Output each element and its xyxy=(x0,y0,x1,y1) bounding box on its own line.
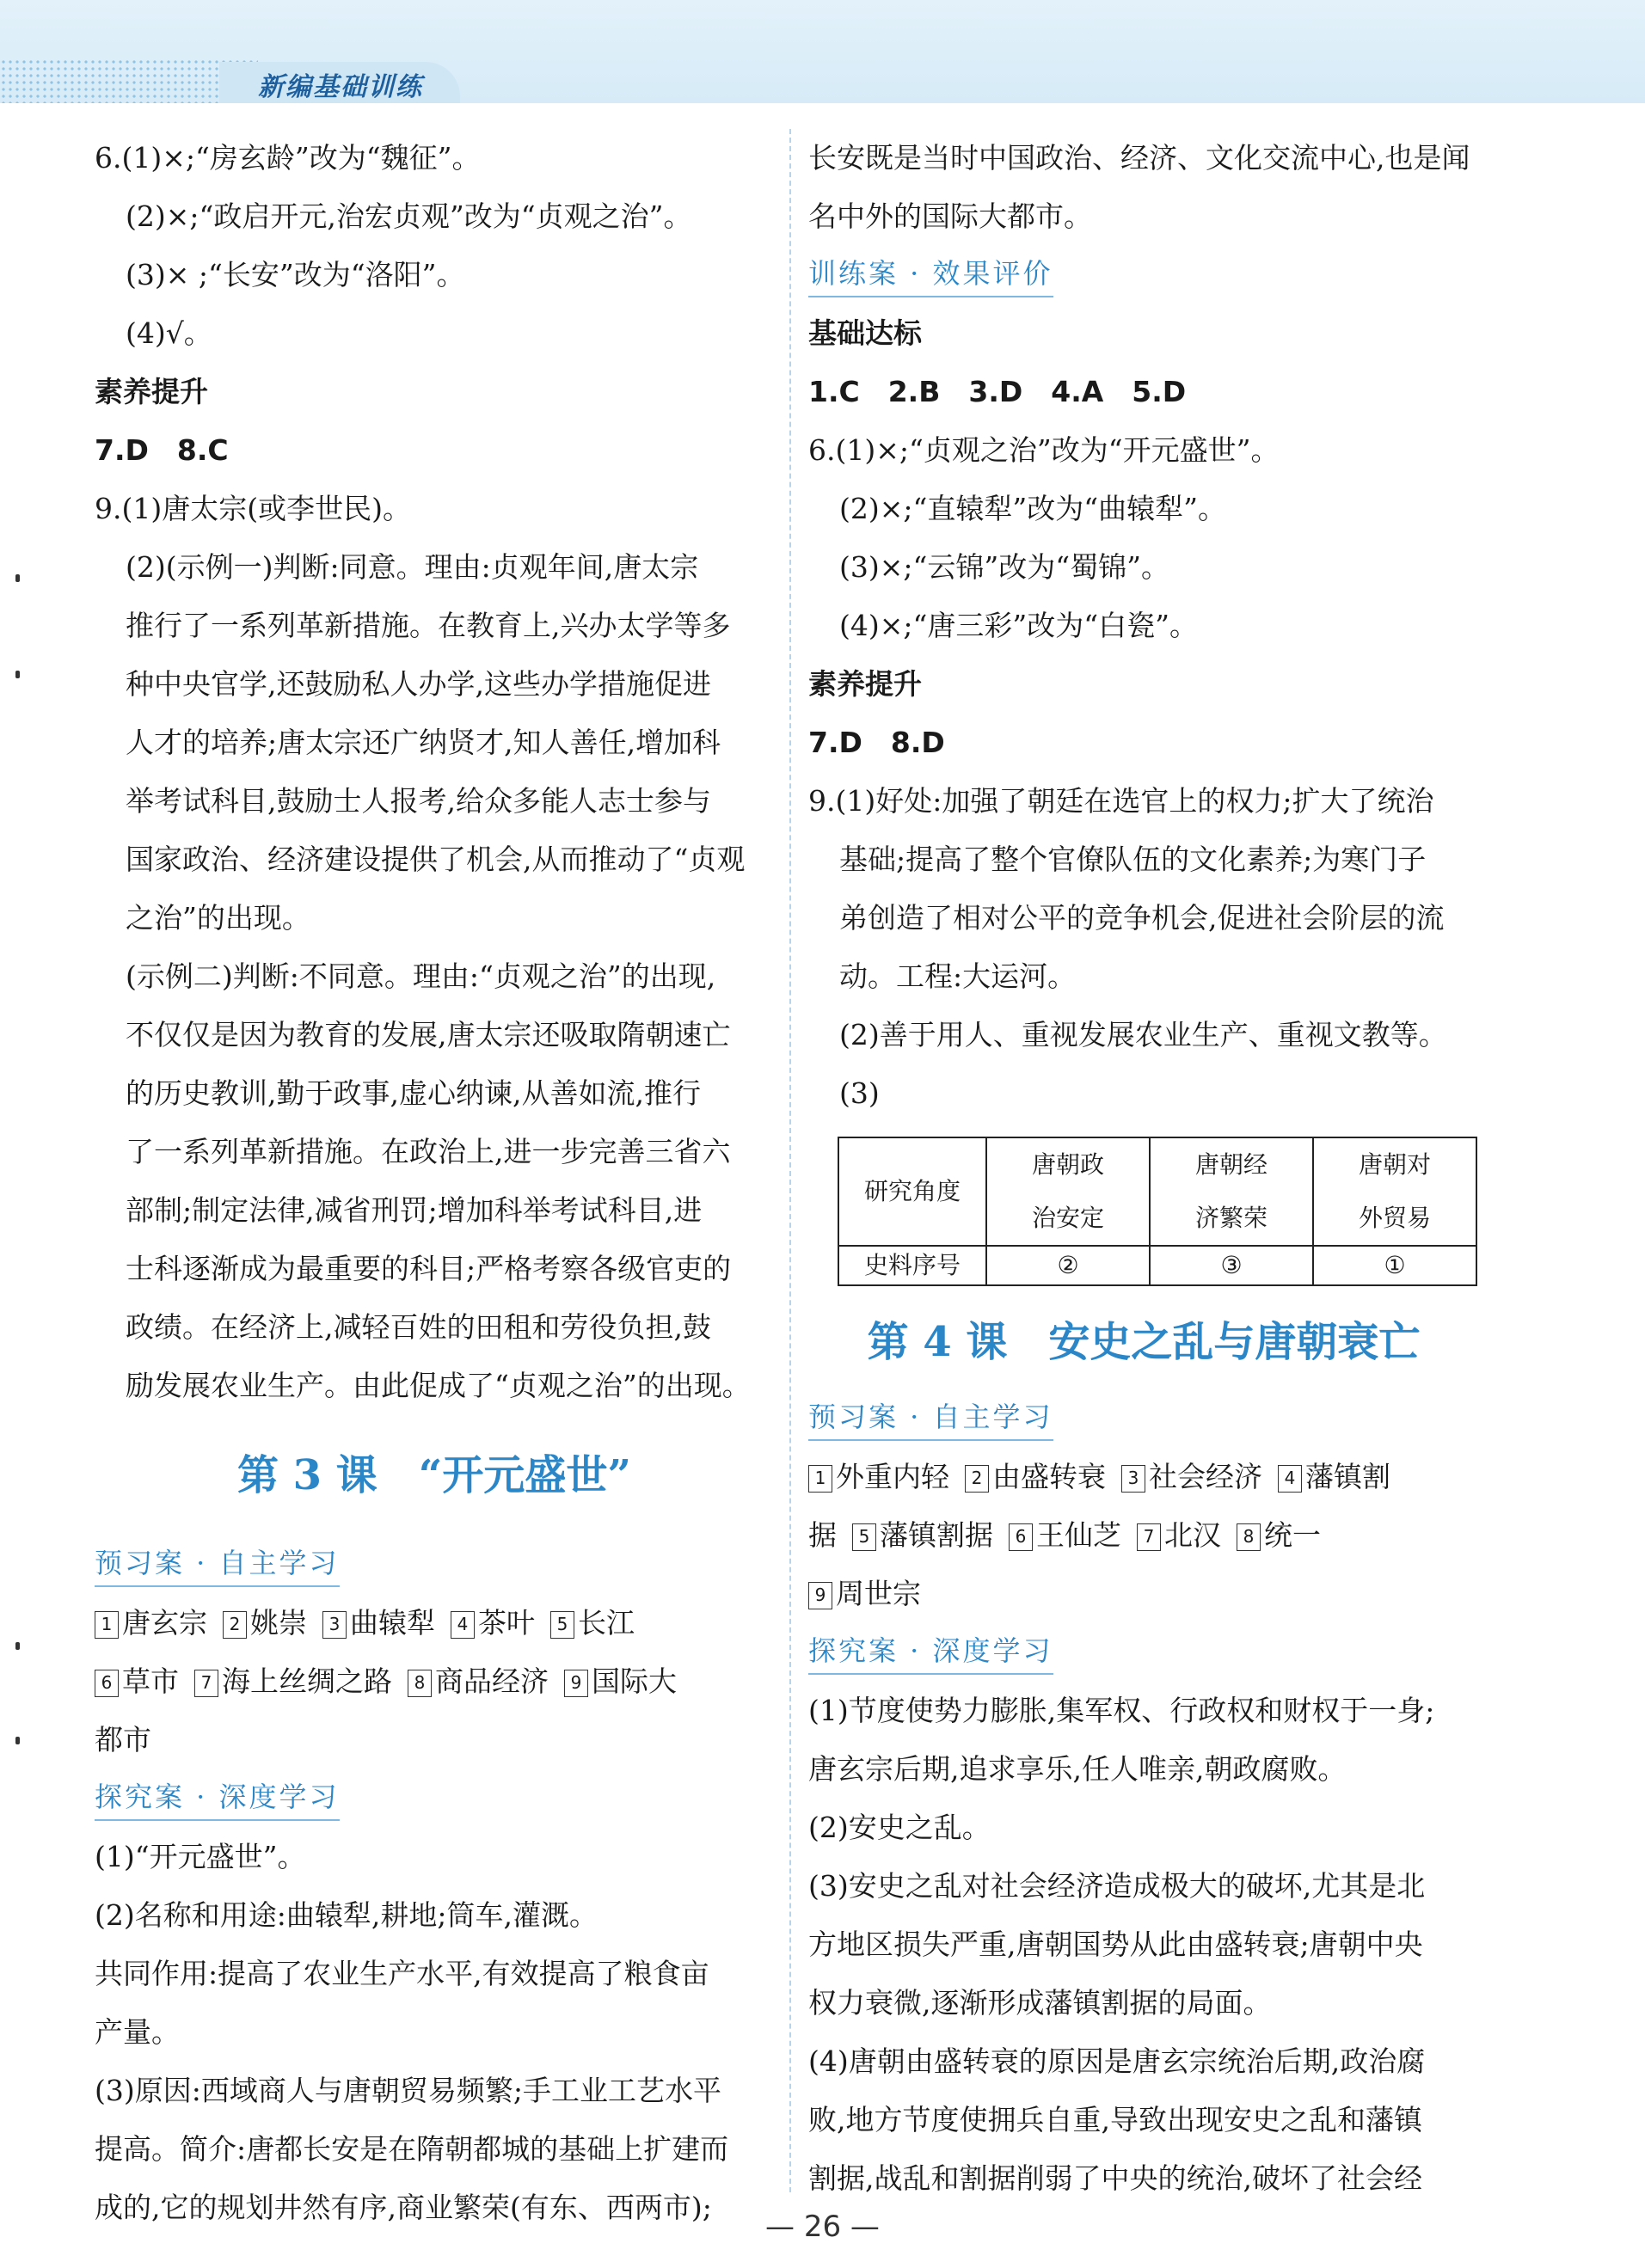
text-line: (2)×;“政启开元,治宏贞观”改为“贞观之治”。 xyxy=(126,199,692,233)
text-line: 推行了一系列革新措施。在教育上,兴办太学等多 xyxy=(126,609,731,642)
preview-answer-text: 藩镇割据 xyxy=(880,1518,993,1552)
text-line: (3)× ;“长安”改为“洛阳”。 xyxy=(126,258,465,291)
preview-answer-text: 周世宗 xyxy=(836,1577,921,1610)
answers-7-8: 7.D 8.C xyxy=(95,433,229,467)
answer-number-box: 8 xyxy=(408,1670,432,1697)
preview-answer-text: 北汉 xyxy=(1164,1518,1221,1552)
preview-answer-text: 姚崇 xyxy=(250,1606,307,1640)
answer-number-box: 2 xyxy=(965,1465,989,1493)
answer-block-6 xyxy=(808,421,1479,655)
text-line: 割据,战乱和割据削弱了中央的统治,破坏了社会经 xyxy=(808,2161,1422,2195)
preview-answer-text: 由盛转衰 xyxy=(992,1460,1106,1493)
text-line: 种中央官学,还鼓励私人办学,这些办学措施促进 xyxy=(126,667,711,701)
table-header-line: 唐朝经 xyxy=(1194,1150,1268,1179)
text-line: 成的,它的规划井然有序,商业繁荣(有东、西两市); xyxy=(95,2191,712,2224)
preview-answer-text: 海上丝绸之路 xyxy=(222,1664,392,1698)
text-line: (2)善于用人、重视发展农业生产、重视文教等。 xyxy=(839,1018,1447,1051)
answer-number-box: 5 xyxy=(852,1523,876,1551)
answer-number-box: 4 xyxy=(1278,1465,1302,1493)
section-heading-suyang: 素养提升 xyxy=(95,375,208,408)
text-line: 败,地方节度使拥兵自重,导致出现安史之乱和藩镇 xyxy=(808,2103,1422,2136)
preview-answer-text: 王仙芝 xyxy=(1036,1518,1121,1552)
preview-answers-row xyxy=(808,1506,1479,1565)
explore-answers xyxy=(808,1682,1479,2208)
text-line: 人才的培养;唐太宗还广纳贤才,知人善任,增加科 xyxy=(126,726,721,759)
text-line: 励发展农业生产。由此促成了“贞观之治”的出现。 xyxy=(126,1369,751,1402)
preview-section-label: 预习案 · 自主学习 xyxy=(808,1395,1053,1441)
text-line: 方地区损失严重,唐朝国势从此由盛转衰;唐朝中央 xyxy=(808,1928,1423,1961)
answer-number-box: 4 xyxy=(451,1611,475,1639)
preview-answers-row xyxy=(95,1594,774,1652)
preview-answer-text: 社会经济 xyxy=(1149,1460,1262,1493)
answers-7-8: 7.D 8.D xyxy=(808,726,945,759)
preview-answers-row xyxy=(808,1448,1479,1506)
answer-number-box: 6 xyxy=(95,1670,119,1697)
text-line: (示例二)判断:不同意。理由:“贞观之治”的出现, xyxy=(126,959,716,993)
answer-number-box: 1 xyxy=(808,1465,832,1493)
preview-answer-text: 草市 xyxy=(122,1664,179,1698)
preview-answer-text: 藩镇割 xyxy=(1305,1460,1390,1493)
text-line: 6.(1)×;“房玄龄”改为“魏征”。 xyxy=(95,141,481,175)
text-line: 提高。简介:唐都长安是在隋朝都城的基础上扩建而 xyxy=(95,2132,729,2166)
preview-answer-text: 唐玄宗 xyxy=(122,1606,207,1640)
text-line: 的历史教训,勤于政事,虚心纳谏,从善如流,推行 xyxy=(126,1076,701,1110)
table-header-line: 济繁荣 xyxy=(1194,1204,1268,1232)
table-cell: ③ xyxy=(1150,1246,1313,1285)
margin-mark xyxy=(15,574,20,582)
table-cell: ② xyxy=(986,1246,1150,1285)
preview-answer-text: 外重内轻 xyxy=(836,1460,949,1493)
page-number-value: 26 xyxy=(803,2210,842,2244)
text-line: 弟创造了相对公平的竞争机会,促进社会阶层的流 xyxy=(839,901,1445,935)
margin-mark xyxy=(15,671,20,678)
table-header-line: 外贸易 xyxy=(1358,1204,1431,1232)
text-line: 9.(1)好处:加强了朝廷在选官上的权力;扩大了统治 xyxy=(808,784,1434,818)
section-heading-suyang: 素养提升 xyxy=(808,667,922,701)
answer-block-6 xyxy=(95,129,774,363)
table-header-line: 治安定 xyxy=(1031,1204,1104,1232)
text-line: (3)×;“云锦”改为“蜀锦”。 xyxy=(839,550,1169,584)
preview-answers-row xyxy=(95,1652,774,1711)
preview-answer-text: 商品经济 xyxy=(435,1664,549,1698)
book-title: 新编基础训练 xyxy=(258,72,423,102)
answer-table xyxy=(838,1137,1477,1286)
lesson-3-title: 第 3 课 “开元盛世” xyxy=(236,1451,632,1499)
answer-number-box: 7 xyxy=(1137,1523,1161,1551)
text-line: 之治”的出现。 xyxy=(126,901,310,935)
text-line: 权力衰微,逐渐形成藩镇割据的局面。 xyxy=(808,1986,1272,2020)
answer-number-box: 6 xyxy=(1009,1523,1033,1551)
answer-number-box: 7 xyxy=(194,1670,218,1697)
header-banner xyxy=(0,0,1645,103)
text-line: (4)√。 xyxy=(126,316,212,350)
text-line: 基础;提高了整个官僚队伍的文化素养;为寒门子 xyxy=(839,843,1427,876)
text-line: 唐玄宗后期,追求享乐,任人唯亲,朝政腐败。 xyxy=(808,1752,1347,1786)
answer-number-box: 5 xyxy=(550,1611,574,1639)
answer-number-box: 1 xyxy=(95,1611,119,1639)
text-line: (2)名称和用途:曲辕犁,耕地;筒车,灌溉。 xyxy=(95,1898,598,1932)
margin-mark xyxy=(15,1642,20,1650)
text-line: 6.(1)×;“贞观之治”改为“开元盛世”。 xyxy=(808,433,1280,467)
margin-mark xyxy=(15,1737,20,1744)
text-line: (4)×;“唐三彩”改为“白瓷”。 xyxy=(839,609,1198,642)
text-line: (3)安史之乱对社会经济造成极大的破坏,尤其是北 xyxy=(808,1869,1426,1903)
answers-1-5: 1.C 2.B 3.D 4.A 5.D xyxy=(808,375,1187,408)
preview-answer-text: 据 xyxy=(808,1518,837,1552)
text-line: (1)节度使势力膨胀,集军权、行政权和财权于一身; xyxy=(808,1694,1435,1727)
preview-answer-text: 长江 xyxy=(578,1606,635,1640)
answer-number-box: 9 xyxy=(564,1670,588,1697)
continued-answer xyxy=(808,129,1479,246)
table-cell: ① xyxy=(1313,1246,1476,1285)
table-row-label: 史料序号 xyxy=(838,1246,986,1285)
text-line: 不仅仅是因为教育的发展,唐太宗还吸取隋朝速亡 xyxy=(126,1018,731,1051)
text-line: 长安既是当时中国政治、经济、文化交流中心,也是闻 xyxy=(808,141,1470,175)
text-line: 举考试科目,鼓励士人报考,给众多能人志士参与 xyxy=(126,784,711,818)
explore-section-label: 探究案 · 深度学习 xyxy=(808,1628,1053,1675)
text-line: (2)×;“直辕犁”改为“曲辕犁”。 xyxy=(839,492,1226,525)
table-header-cell xyxy=(1150,1137,1313,1246)
answer-number-box: 8 xyxy=(1237,1523,1261,1551)
answer-number-box: 3 xyxy=(322,1611,347,1639)
text-line: (2)(示例一)判断:同意。理由:贞观年间,唐太宗 xyxy=(126,550,699,584)
text-line: 政绩。在经济上,减轻百姓的田租和劳役负担,鼓 xyxy=(126,1310,711,1344)
text-line: 国家政治、经济建设提供了机会,从而推动了“贞观 xyxy=(126,843,746,876)
preview-answer-text: 统一 xyxy=(1264,1518,1321,1552)
text-line: (2)安史之乱。 xyxy=(808,1811,991,1844)
preview-answer-text: 国际大 xyxy=(592,1664,677,1698)
training-section-label: 训练案 · 效果评价 xyxy=(808,251,1053,297)
text-line: (4)唐朝由盛转衰的原因是唐玄宗统治后期,政治腐 xyxy=(808,2044,1426,2078)
table-header-line: 唐朝对 xyxy=(1358,1150,1431,1179)
preview-answer-text: 茶叶 xyxy=(478,1606,535,1640)
table-row-label: 研究角度 xyxy=(838,1137,986,1246)
section-heading-basic: 基础达标 xyxy=(808,316,922,350)
table-header-cell xyxy=(1313,1137,1476,1246)
text-line: 了一系列革新措施。在政治上,进一步完善三省六 xyxy=(126,1135,731,1168)
answer-number-box: 3 xyxy=(1121,1465,1145,1493)
text-line: (1)“开元盛世”。 xyxy=(95,1840,306,1873)
answer-number-box: 2 xyxy=(223,1611,247,1639)
lesson-4-title: 第 4 课 安史之乱与唐朝衰亡 xyxy=(867,1318,1421,1366)
text-line: (3) xyxy=(839,1076,880,1110)
column-divider xyxy=(789,129,791,2192)
preview-answers-tail: 都市 xyxy=(95,1723,151,1756)
explore-answers xyxy=(95,1828,774,2237)
preview-answers-row xyxy=(808,1565,1479,1623)
left-column xyxy=(95,129,774,2237)
answer-number-box: 9 xyxy=(808,1582,832,1609)
text-line: (3)原因:西域商人与唐朝贸易频繁;手工业工艺水平 xyxy=(95,2074,721,2107)
answer-block-9 xyxy=(808,772,1479,1123)
page-number: — 26 — xyxy=(765,2210,880,2244)
text-line: 9.(1)唐太宗(或李世民)。 xyxy=(95,492,411,525)
preview-answer-text: 曲辕犁 xyxy=(350,1606,435,1640)
text-line: 共同作用:提高了农业生产水平,有效提高了粮食亩 xyxy=(95,1957,709,1990)
right-column xyxy=(808,129,1479,2208)
text-line: 动。工程:大运河。 xyxy=(839,959,1077,993)
answer-block-9 xyxy=(95,480,774,1415)
text-line: 士科逐渐成为最重要的科目;严格考察各级官吏的 xyxy=(126,1252,732,1285)
explore-section-label: 探究案 · 深度学习 xyxy=(95,1775,340,1821)
text-line: 名中外的国际大都市。 xyxy=(808,199,1092,233)
text-line: 部制;制定法律,减省刑罚;增加科举考试科目,进 xyxy=(126,1193,703,1227)
preview-section-label: 预习案 · 自主学习 xyxy=(95,1541,340,1587)
text-line: 产量。 xyxy=(95,2015,180,2049)
table-header-cell xyxy=(986,1137,1150,1246)
table-header-line: 唐朝政 xyxy=(1031,1150,1104,1179)
